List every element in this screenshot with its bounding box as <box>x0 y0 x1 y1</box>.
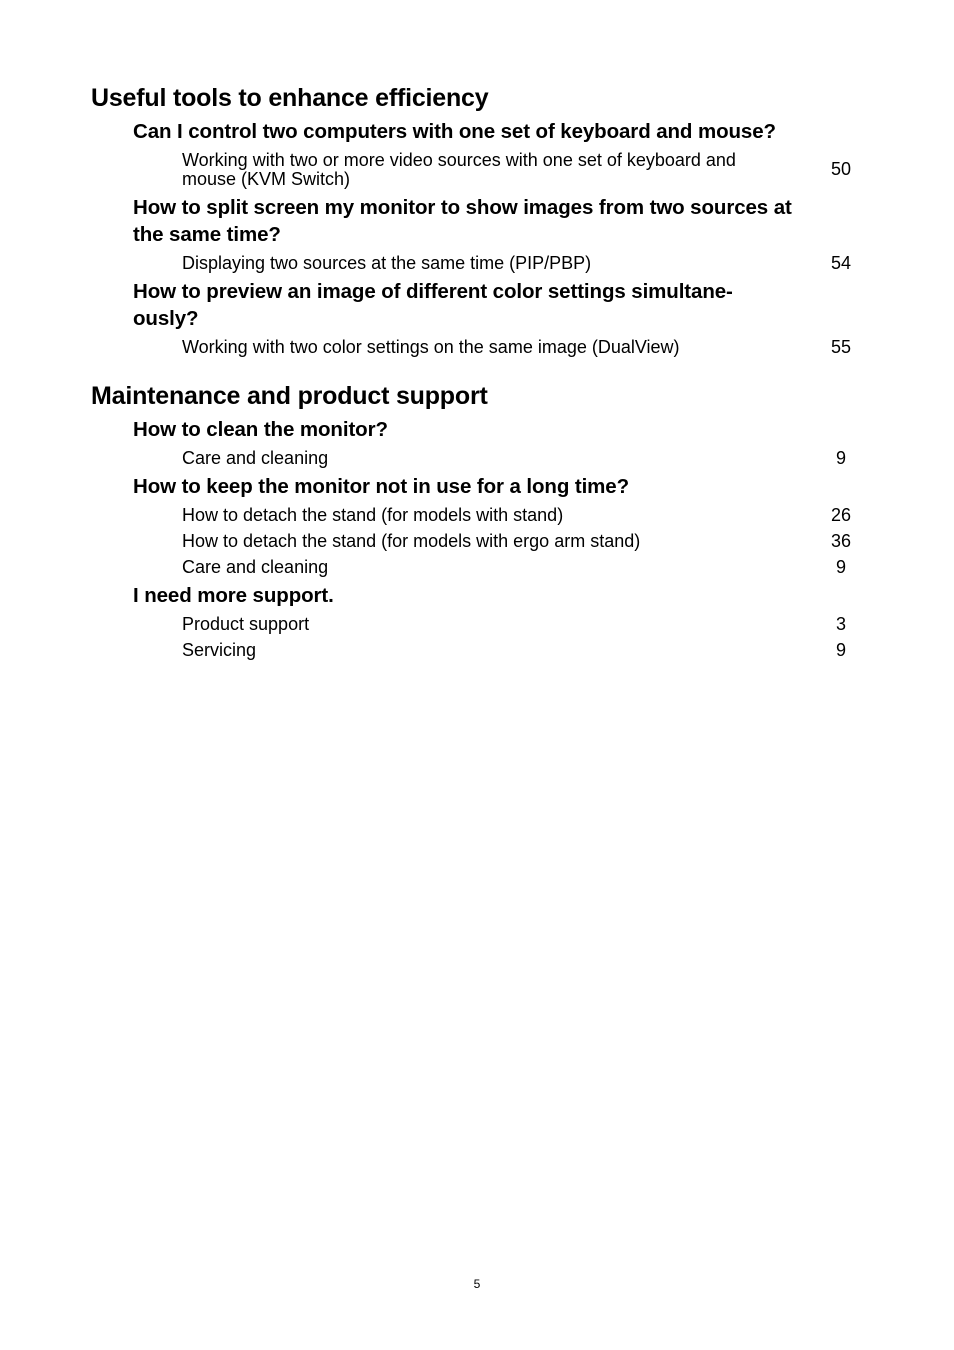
entry-title-link[interactable]: Care and cleaning <box>182 556 329 577</box>
toc-entry[interactable] <box>182 147 851 192</box>
entry-title-link[interactable]: How to detach the stand (for models with ergo arm stand) <box>182 530 641 551</box>
entry-page-number[interactable]: 3 <box>835 613 846 634</box>
toc-entry[interactable] <box>182 334 851 360</box>
section-title: Maintenance and product support <box>91 382 488 410</box>
toc-entry[interactable] <box>182 528 851 554</box>
toc-section <box>91 82 851 360</box>
toc-entry[interactable] <box>182 611 851 637</box>
entry-page-number[interactable]: 9 <box>835 639 846 660</box>
question-heading: How to keep the monitor not in use for a long time? <box>133 475 630 498</box>
toc-entry[interactable] <box>182 637 851 663</box>
toc-entry[interactable] <box>182 554 851 580</box>
entry-title-link[interactable]: How to detach the stand (for models with stand) <box>182 504 564 525</box>
question-heading: How to split screen my monitor to show images from two sources at the same time? <box>133 196 792 246</box>
entry-page-number[interactable]: 9 <box>835 447 846 468</box>
toc-content <box>91 82 851 683</box>
toc-entry[interactable] <box>182 250 851 276</box>
question-heading: How to preview an image of different color settings simultane-ously? <box>133 280 733 330</box>
question-heading: How to clean the monitor? <box>133 418 388 441</box>
toc-section <box>91 380 851 663</box>
entry-page-number[interactable]: 36 <box>830 530 852 551</box>
entry-title-link[interactable]: Working with two color settings on the same image (DualView) <box>182 336 680 357</box>
page-number-footer: 5 <box>473 1277 481 1291</box>
entry-title-link[interactable]: Working with two or more video sources with one set of keyboard and mouse (KVM Switch) <box>182 149 736 189</box>
toc-entry[interactable] <box>182 502 851 528</box>
question-heading: Can I control two computers with one set of keyboard and mouse? <box>133 120 776 143</box>
entry-page-number[interactable]: 26 <box>830 504 852 525</box>
entry-page-number[interactable]: 55 <box>830 336 852 357</box>
entry-page-number[interactable]: 54 <box>830 252 852 273</box>
entry-title-link[interactable]: Care and cleaning <box>182 447 329 468</box>
entry-title-link[interactable]: Servicing <box>182 639 257 660</box>
entry-page-number[interactable]: 9 <box>835 556 846 577</box>
section-title: Useful tools to enhance efficiency <box>91 84 489 112</box>
toc-entry[interactable] <box>182 445 851 471</box>
entry-title-link[interactable]: Product support <box>182 613 310 634</box>
entry-title-link[interactable]: Displaying two sources at the same time (PIP/PBP) <box>182 252 592 273</box>
question-heading: I need more support. <box>133 584 334 607</box>
entry-page-number[interactable]: 50 <box>830 159 852 179</box>
